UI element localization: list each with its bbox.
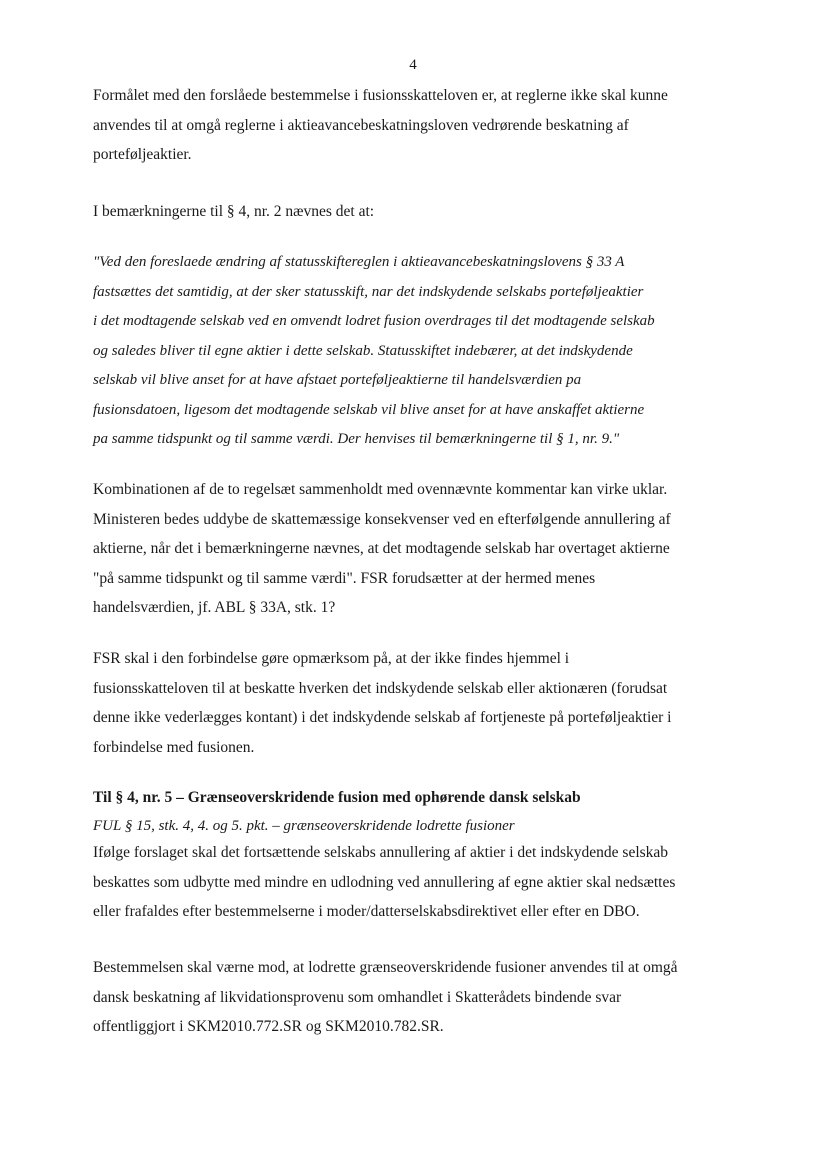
quote-line: selskab vil blive anset for at have afstaet porteføljeaktierne til handelsværdien pa bbox=[93, 372, 582, 388]
text-line: Ifølge forslaget skal det fortsættende selskabs annullering af aktier i det indskydende selskab bbox=[93, 844, 669, 861]
text-line: Kombinationen af de to regelsæt sammenholdt med ovennævnte kommentar kan virke uklar. bbox=[93, 481, 668, 498]
section-heading: Til § 4, nr. 5 – Grænseoverskridende fusion med ophørende dansk selskab bbox=[93, 789, 581, 806]
page-number: 4 bbox=[409, 57, 417, 73]
text-line: beskattes som udbytte med mindre en udlodning ved annullering af egne aktier skal nedsættes bbox=[93, 873, 676, 891]
paragraph-proposal bbox=[93, 838, 743, 927]
quote-line: fusionsdatoen, ligesom det modtagende selskab vil blive anset for at have anskaffet aktierne bbox=[93, 401, 645, 418]
text-line: forbindelse med fusionen. bbox=[93, 738, 255, 756]
paragraph-remarks-intro bbox=[93, 197, 743, 227]
quote-line: fastsættes det samtidig, at der sker statusskift, nar det indskydende selskabs porteføljeaktier bbox=[93, 283, 644, 300]
text-line: Formålet med den forslåede bestemmelse i fusionsskatteloven er, at reglerne ikke skal kunne bbox=[93, 87, 668, 104]
quote-line: "Ved den foreslaede ændring af statusskiftereglen i aktieavancebeskatningslovens § 33 A bbox=[93, 254, 625, 270]
paragraph-combination bbox=[93, 475, 743, 623]
text-line: offentliggjort i SKM2010.772.SR og SKM2010.782.SR. bbox=[93, 1018, 444, 1035]
text-line: dansk beskatning af likvidationsprovenu som omhandlet i Skatterådets bindende svar bbox=[93, 988, 622, 1006]
quote-line: pa samme tidspunkt og til samme værdi. Der henvises til bemærkningerne til § 1, nr. 9." bbox=[93, 431, 620, 447]
text-line: Ministeren bedes uddybe de skattemæssige konsekvenser ved en efterfølgende annullering af bbox=[93, 510, 671, 528]
quoted-remarks bbox=[93, 248, 743, 455]
text-line: handelsværdien, jf. ABL § 33A, stk. 1? bbox=[93, 599, 336, 616]
text-line: fusionsskatteloven til at beskatte hverken det indskydende selskab eller aktionæren (forudsat bbox=[93, 679, 668, 697]
paragraph-purpose bbox=[93, 81, 743, 170]
text-line: eller frafaldes efter bestemmelserne i moder/datterselskabsdirektivet eller efter en DBO. bbox=[93, 903, 640, 920]
quote-line: og saledes bliver til egne aktier i dette selskab. Statusskiftet indebærer, at det indskydende bbox=[93, 342, 633, 359]
paragraph-fsr-note bbox=[93, 644, 743, 762]
text-line: aktierne, når det i bemærkningerne nævnes, at det modtagende selskab har overtaget aktierne bbox=[93, 540, 670, 557]
quote-line: i det modtagende selskab ved en omvendt lodret fusion overdrages til det modtagende selskab bbox=[93, 313, 655, 329]
text-line: Bestemmelsen skal værne mod, at lodrette grænseoverskridende fusioner anvendes til at omgå bbox=[93, 959, 678, 976]
text-line: porteføljeaktier. bbox=[93, 146, 192, 163]
section-subheading: FUL § 15, stk. 4, 4. og 5. pkt. – grænseoverskridende lodrette fusioner bbox=[93, 818, 515, 834]
text-line: FSR skal i den forbindelse gøre opmærksom på, at der ikke findes hjemmel i bbox=[93, 650, 570, 667]
text-line: I bemærkningerne til § 4, nr. 2 nævnes det at: bbox=[93, 203, 375, 220]
text-line: "på samme tidspunkt og til samme værdi". FSR forudsætter at der hermed menes bbox=[93, 569, 596, 587]
paragraph-provision bbox=[93, 953, 743, 1042]
text-line: anvendes til at omgå reglerne i aktieavancebeskatningsloven vedrørende beskatning af bbox=[93, 116, 629, 134]
text-line: denne ikke vederlægges kontant) i det indskydende selskab af fortjeneste på porteføljeaktier i bbox=[93, 709, 672, 726]
